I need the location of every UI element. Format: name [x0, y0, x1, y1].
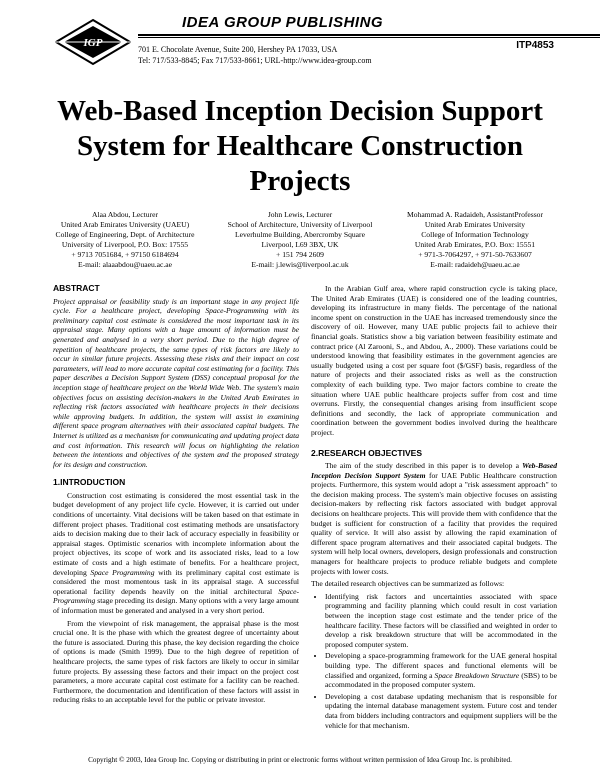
intro-paragraph-2: From the viewpoint of risk management, the appraisal phase is the most crucial one. It is the phase with which the greatest degree of uncertainty about the future is associated. During this phase, the key decision regarding the choice of options is made (Smith 1999). Due to the high degree of repetition of healthcare projects, the same types of risk factors are likely to occur in similar future projects. By assessing these factors and their impact on the project cost parameters, a more accurate capital cost estimate for a facility can be reached. Furthermore, the documentation and identification of these factors will assist in reducing risks to an acceptable level for the public or private investor.	[53, 618, 299, 705]
address-line: 701 E. Chocolate Avenue, Suite 200, Hershey PA 17033, USA	[138, 45, 338, 54]
author-line: + 151 794 2609	[276, 250, 324, 259]
author-email[interactable]: E-mail: radaideh@uaeu.ac.ae	[430, 260, 520, 269]
left-column	[53, 284, 299, 708]
author-line: College of Information Technology	[421, 230, 529, 239]
text-run: Construction cost estimating is considered the most essential task in the budget development of any project life cycle. However, it is carried out under conditions of uncertainty. Vital decisions will be taken based on that estimate in different project phases. Traditional cost estimating methods are unsatisfactory aids to decision making due to their lack of accuracy especially in feasibility or appraisal stages. Optimistic scenarios with incomplete information about the project objectives, its scope of work and its associated risks, lead to a low estimate of costs and a high estimate of benefits. For a healthcare project, developing	[53, 490, 299, 577]
list-item: • Identifying risk factors and uncertainties associated with space programming and facility planning which could result in cost variation between the inception stage cost estimate and the tender price of the healthcare facility. These factors will be classified and weighted in order to develop a risk breakdown structure that will be accommodated in the proposed computer system.	[325, 592, 557, 650]
text-run: Developing a space-programming framework for the UAE general hospital building type. The different spaces and functional elements will be classified and organized, forming a	[325, 651, 557, 680]
copyright-footer: Copyright © 2003, Idea Group Inc. Copying or distributing in print or electronic forms without written permission of Idea Group Inc. is prohibited.	[88, 756, 512, 764]
author-2	[215, 210, 385, 270]
text-run: (SBS) to be accommodated in the proposed computer system.	[325, 670, 557, 690]
objectives-heading: 2.RESEARCH OBJECTIVES	[311, 447, 422, 458]
author-line: + 971-3-7064297, + 971-50-7633607	[418, 250, 532, 259]
intro-heading: 1.INTRODUCTION	[53, 477, 126, 488]
right-column	[311, 284, 557, 732]
objectives-lead: The detailed research objectives can be summarized as follows:	[311, 579, 505, 589]
emphasis-run: Space Breakdown Structure	[434, 670, 520, 680]
list-item: • Developing a cost database updating mechanism that is responsible for updating the internal database management system. Future cost and tender data from bidders including contractors and equipment suppliers will be the vehicle for that mechanism.	[325, 692, 557, 730]
author-line: Leverhulme Building, Abercromby Square	[235, 230, 365, 239]
publisher-logo	[54, 18, 132, 66]
publisher-name: IDEA GROUP PUBLISHING	[182, 14, 384, 31]
page-header	[54, 14, 554, 74]
author-1	[40, 210, 210, 270]
objectives-paragraph	[311, 461, 557, 576]
author-email[interactable]: E-mail: alaaabdou@uaeu.ac.ae	[77, 260, 173, 269]
author-name: Alaa Abdou, Lecturer	[92, 210, 158, 219]
author-line: Liverpool, L69 3BX, UK	[261, 240, 339, 249]
emphasis-run: Space-Programming	[53, 586, 300, 606]
author-line: School of Architecture, University of Liverpool	[227, 220, 373, 229]
abstract-text: Project appraisal or feasibility study is an important stage in any project life cycle. For a healthcare project, developing Space-Programming with its preliminary capital cost estimate is considered the most important task in its appraisal stage. Many options with a huge amount of information must be generated and analysed in a very short period. Due to the high degree of repetition of healthcare projects, the same types of risk factors are likely to occur in similar future projects. Assessing these risks and their impact on cost parameters, will lead to more accurate capital cost estimating for a facility. This paper describes a Decision Support System (DSS) conceptual proposal for the inception stage of healthcare project on the World Wide Web. The system's main objectives focus on assisting decision-makers in the United Arab Emirates in reflecting risk factors associated with healthcare projects in their decisions while approving budgets. In addition, the system will assist in examining different space program alternatives with their associated capital budgets. The Internet is utilized as a mechanism for communicating and updating project data and cost information. This research will focus on highlighting the relation between the intentions and objectives of the system and the proposed strategy for its design and construction.	[53, 296, 299, 469]
text-run: with its preliminary capital cost estimate is considered the most momentous task in its appraisal stage. A successful operational facility depends heavily on the initial architectural	[53, 567, 299, 596]
paper-code: ITP4853	[516, 40, 554, 51]
text-run: The aim of the study described in this paper is to develop a	[325, 461, 519, 471]
author-line: + 9713 7051684, + 97150 6184694	[71, 250, 179, 259]
author-block	[40, 210, 560, 270]
author-3	[390, 210, 560, 270]
publisher-address	[138, 44, 372, 66]
text-run: for UAE Public Healthcare construction projects. Furthermore, this system would adopt a "risk assessment approach" to the decision making process. The system's main objective focuses on assisting decision-makers by reflecting risk factors associated with budget approval decisions on healthcare projects. This will provide them with confidence that the budget is sufficient for construction of a facility that provides the required quality of service. It will also assist by allowing the rapid examination of different space program alternatives and their associated capital budgets. The system will help local owners, developers, design professionals and construction managers for healthcare projects to produce reliable budgets and complete projects with lower costs.	[311, 470, 557, 576]
author-line: University of Liverpool, P.O. Box: 17555	[61, 240, 189, 249]
text-run: stage preceding its design. Many options with a very large amount of information must be generated and analysed in a very short period.	[53, 596, 299, 615]
header-rule-thin	[138, 37, 600, 38]
objectives-list	[325, 592, 557, 730]
abstract-heading: ABSTRACT	[53, 283, 100, 293]
paper-title: Web-Based Inception Decision Support System for Healthcare Construction Projects	[57, 95, 543, 197]
author-line: United Arab Emirates, P.O. Box: 15551	[414, 240, 536, 249]
author-name: Mohammad A. Radaideh, AssistantProfessor	[406, 210, 544, 219]
emphasis-run: Space Programming	[90, 567, 155, 577]
emphasis-run: Web-Based Inception Decision Support System	[311, 461, 557, 480]
header-rule	[138, 34, 600, 36]
list-item	[325, 651, 557, 689]
author-line: United Arab Emirates University (UAEU)	[60, 220, 190, 229]
contact-line: Tel: 717/533-8845; Fax 717/533-8661; URL-http://www.idea-group.com	[138, 56, 372, 65]
intro-paragraph-1	[53, 491, 299, 616]
uae-context-paragraph: In the Arabian Gulf area, where rapid construction cycle is taking place, The United Arab Emirates (UAE) is considered one of the leading countries, developing its infrastructure in many fields. The percentage of the national income spent on construction in the UAE has increased tremendously since the discovery of oil. However, many UAE public projects fail to achieve their financial goals. Statistics show a big variation between feasibility estimate and contract price (Al Zarooni, S., and Abdou, A., 2000). These variations could be understood knowing that feasibility estimates in the government agencies are usually budgeted using a cost per square foot ($/GSF) basis, regardless of the nature of projects and their associated risks as well as the construction complexity of each building type. Two major factors combine to create the situation where UAE public healthcare projects suffer from cost and time overruns. Firstly, the consequential changes arising from insufficient scope definitions and secondly, the lack of appropriate communication and coordination between the government bodies involved during the healthcare project.	[311, 284, 557, 437]
author-line: College of Engineering, Dept. of Architecture	[55, 230, 195, 239]
author-email[interactable]: E-mail: j.lewis@liverpool.ac.uk	[251, 260, 349, 269]
logo-text: IGP	[83, 37, 103, 49]
author-line: United Arab Emirates University	[424, 220, 526, 229]
author-name: John Lewis, Lecturer	[267, 210, 333, 219]
